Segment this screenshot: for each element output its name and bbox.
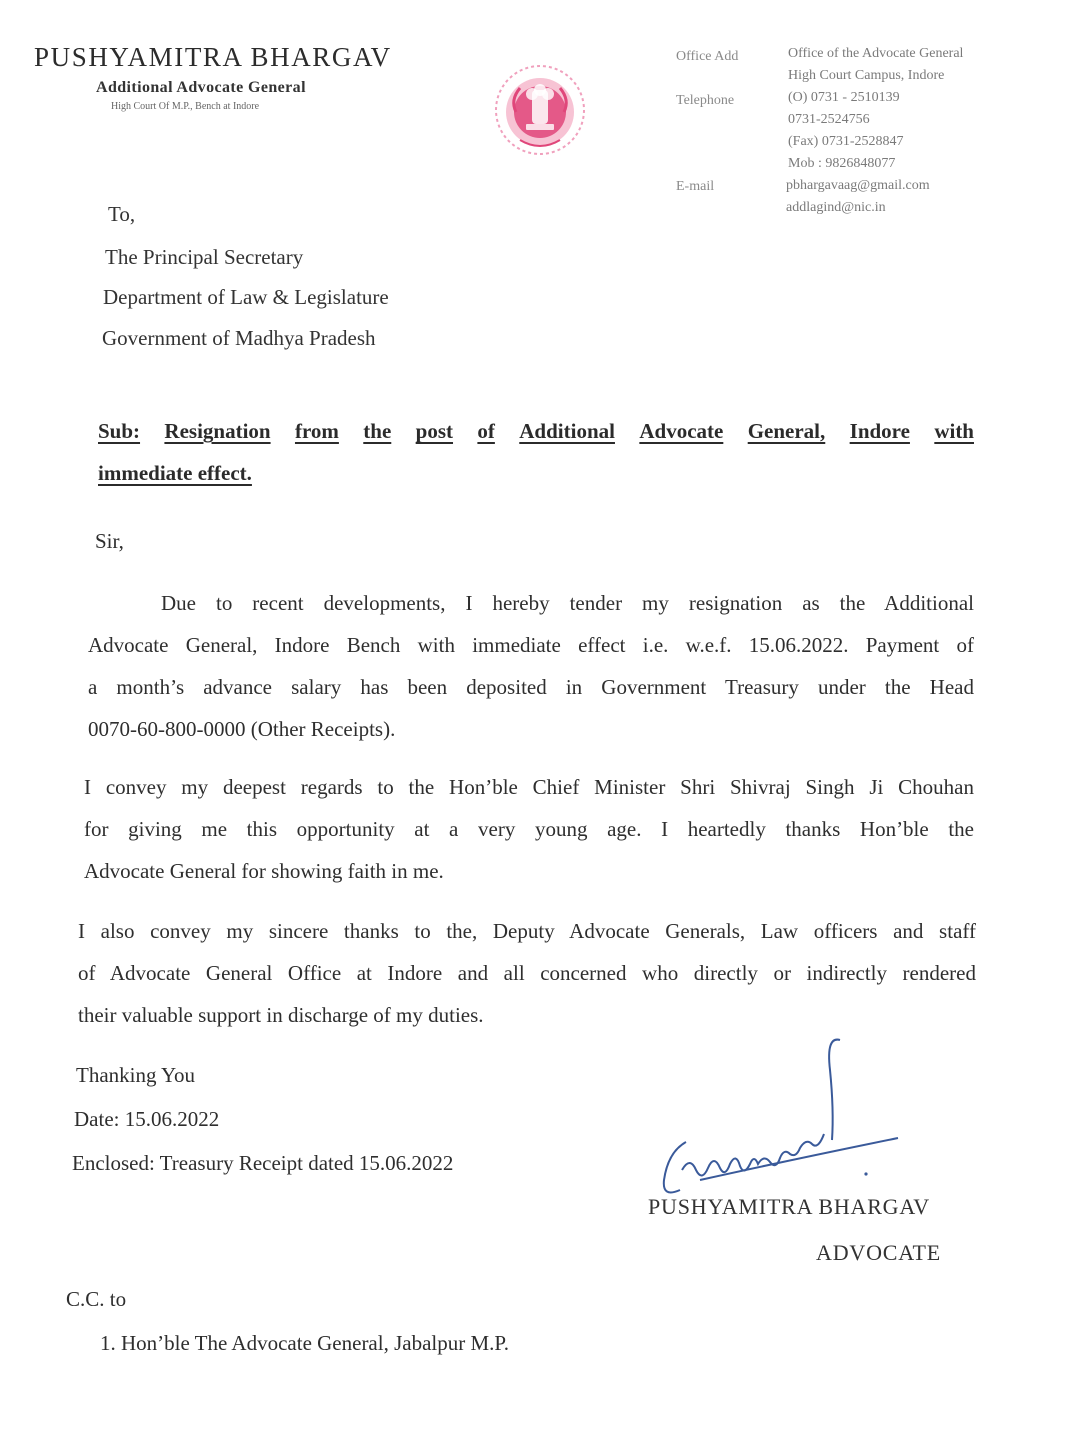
telephone-line: 0731-2524756	[788, 112, 870, 127]
paragraph-line: 0070-60-800-0000 (Other Receipts).	[88, 717, 396, 741]
subject-word: Advocate	[639, 419, 724, 443]
fax-line: (Fax) 0731-2528847	[788, 134, 904, 149]
paragraph-line: I also convey my sincere thanks to the, Deputy Advocate Generals, Law officers and staff	[78, 919, 976, 943]
cc-label: C.C. to	[66, 1287, 127, 1311]
closing-thanks: Thanking You	[76, 1063, 196, 1087]
email-line: addlagind@nic.in	[786, 200, 886, 215]
signatory-name: PUSHYAMITRA BHARGAV	[648, 1194, 930, 1219]
office-address-line: High Court Campus, Indore	[788, 68, 945, 83]
closing-date: Date: 15.06.2022	[74, 1107, 220, 1131]
subject-line-1	[98, 410, 974, 452]
paragraph-line: of Advocate General Office at Indore and all concerned who directly or indirectly rendered	[78, 961, 976, 985]
signatory-role: ADVOCATE	[816, 1240, 941, 1265]
closing-enclosed: Enclosed: Treasury Receipt dated 15.06.2022	[72, 1151, 454, 1175]
paragraph-2	[84, 766, 974, 892]
paragraph-1	[88, 582, 974, 750]
subject-word: with	[934, 419, 974, 443]
paragraph-line: their valuable support in discharge of my duties.	[78, 1003, 484, 1027]
address-line-2: Department of Law & Legislature	[103, 285, 389, 309]
cc-item: 1. Hon’ble The Advocate General, Jabalpur M.P.	[100, 1331, 510, 1355]
address-to: To,	[108, 202, 136, 226]
office-address-label: Office Add	[676, 49, 739, 64]
subject-word: Indore	[849, 419, 910, 443]
handwritten-signature	[640, 1030, 920, 1200]
paragraph-line: for giving me this opportunity at a very young age. I heartedly thanks Hon’ble the	[84, 817, 974, 841]
subject-word: Resignation	[164, 419, 271, 443]
letterhead-name: PUSHYAMITRA BHARGAV	[34, 42, 392, 72]
telephone-line: (O) 0731 - 2510139	[788, 90, 900, 105]
email-label: E-mail	[676, 179, 715, 194]
subject-line-2	[98, 452, 974, 494]
subject-line-2-text: immediate effect.	[98, 461, 252, 485]
office-address-line: Office of the Advocate General	[788, 46, 964, 61]
subject-word: General,	[747, 419, 826, 443]
subject-word: the	[363, 419, 392, 443]
state-emblem-seal-icon	[490, 60, 590, 160]
paragraph-line: I convey my deepest regards to the Hon’ble Chief Minister Shri Shivraj Singh Ji Chouhan	[84, 775, 974, 799]
subject-word: of	[477, 419, 495, 443]
paragraph-line: Advocate General, Indore Bench with immediate effect i.e. w.e.f. 15.06.2022. Payment of	[88, 633, 974, 657]
address-line-3: Government of Madhya Pradesh	[102, 326, 376, 350]
subject-word: Additional	[519, 419, 615, 443]
letterhead-subtitle: High Court Of M.P., Bench at Indore	[111, 101, 260, 112]
subject-block	[98, 410, 974, 494]
paragraph-3	[78, 910, 976, 1036]
email-line: pbhargavaag@gmail.com	[786, 178, 930, 193]
paragraph-line: Advocate General for showing faith in me.	[84, 859, 444, 883]
paragraph-line: a month’s advance salary has been deposited in Government Treasury under the Head	[88, 675, 974, 699]
subject-word: Sub:	[98, 419, 141, 443]
paragraph-line: Due to recent developments, I hereby tender my resignation as the Additional	[161, 591, 974, 615]
mobile-line: Mob : 9826848077	[788, 156, 896, 171]
salutation: Sir,	[95, 529, 124, 553]
letterhead-title: Additional Advocate General	[96, 79, 306, 96]
subject-word: post	[415, 419, 454, 443]
address-line-1: The Principal Secretary	[105, 245, 304, 269]
telephone-label: Telephone	[676, 93, 735, 108]
subject-word: from	[294, 419, 339, 443]
